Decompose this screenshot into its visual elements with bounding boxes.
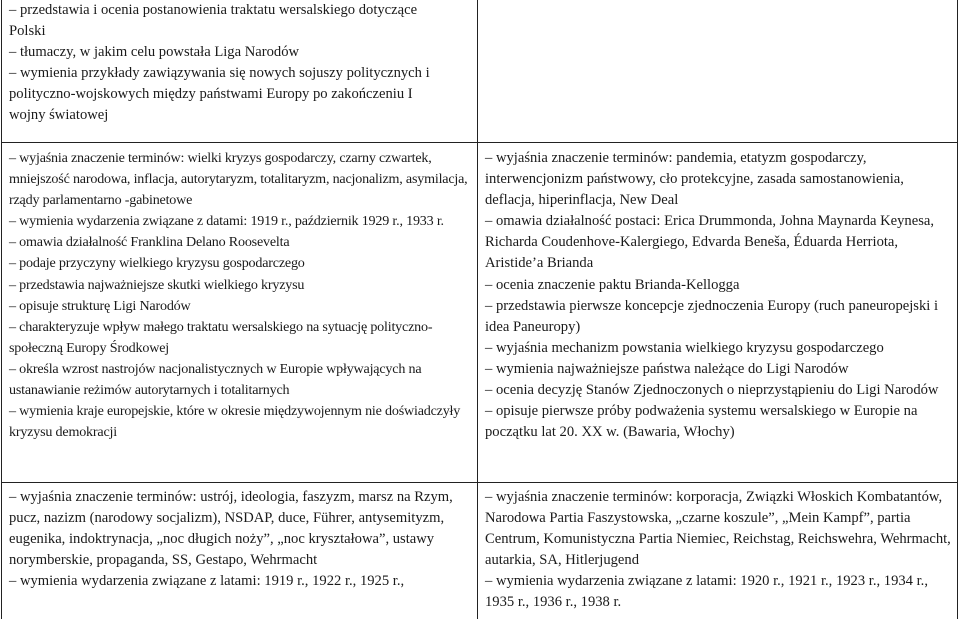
row2-left-item-1: – wyjaśnia znaczenie terminów: wielki kryzys gospodarczy, czarny czwartek, mniejszość narodowa, inflacja, autorytaryzm, totalitaryzm, nacjonalizm, asymilacja, rządy parlamentarno -gabinetowe [9, 150, 468, 209]
row2-left-item-9: – wymienia kraje europejskie, które w okresie międzywojennym nie doświadczyły kryzysu demokracji [9, 403, 461, 441]
row-divider-2 [1, 482, 958, 483]
row2-right-cell [478, 148, 956, 443]
row3-left-cell [2, 487, 475, 592]
row2-right-item-2: – omawia działalność postaci: Erica Drummonda, Johna Maynarda Keynesa, Richarda Coudenhove-Kalergiego, Edvarda Beneša, Éduarda Herriota, Aristide’a Brianda [485, 213, 935, 272]
row1-left-item-1: – przedstawia i ocenia postanowienia traktatu wersalskiego dotyczące Polski [9, 2, 418, 40]
row3-right-cell [478, 487, 956, 614]
row1-left-item-2: – tłumaczy, w jakim celu powstała Liga Narodów [9, 44, 300, 61]
row2-right-item-8: – opisuje pierwsze próby podważenia systemu wersalskiego w Europie na początku lat 20. XX w. (Bawaria, Włochy) [485, 403, 918, 441]
row2-right-item-6: – wymienia najważniejsze państwa należące do Ligi Narodów [485, 360, 849, 377]
row2-left-item-5: – przedstawia najważniejsze skutki wielkiego kryzysu [9, 276, 305, 293]
row2-right-item-3: – ocenia znaczenie paktu Brianda-Kellogga [485, 276, 740, 293]
table-border-right [957, 0, 958, 619]
row3-left-item-2: – wymienia wydarzenia związane z latami: 1919 r., 1922 r., 1925 r., [9, 573, 405, 590]
row2-left-cell [2, 148, 475, 443]
row2-left-item-3: – omawia działalność Franklina Delano Roosevelta [9, 234, 290, 251]
row1-left-item-3: – wymienia przykłady zawiązywania się nowych sojuszy politycznych i polityczno-wojskowych między państwami Europy po zakończeniu I wojny światowej [9, 65, 430, 124]
row-divider-1 [1, 142, 958, 143]
row2-left-item-7: – charakteryzuje wpływ małego traktatu wersalskiego na sytuację polityczno-społeczną Europy Środkowej [9, 318, 433, 356]
row2-left-item-6: – opisuje strukturę Ligi Narodów [9, 297, 191, 314]
row3-left-item-1: – wyjaśnia znaczenie terminów: ustrój, ideologia, faszyzm, marsz na Rzym, pucz, nazizm (narodowy socjalizm), NSDAP, duce, Führer, antysemityzm, eugenika, indoktrynacja, „noc długich noży”, „noc kryształowa”, ustawy norymberskie, propaganda, SS, Gestapo, Wehrmacht [9, 489, 453, 569]
row2-right-item-1: – wyjaśnia znaczenie terminów: pandemia, etatyzm gospodarczy, interwencjonizm państwowy, cło protekcyjne, zasada samostanowienia, deflacja, hiperinflacja, New Deal [485, 150, 904, 209]
row2-right-item-7: – ocenia decyzję Stanów Zjednoczonych o nieprzystąpieniu do Ligi Narodów [485, 382, 939, 399]
row2-left-item-8: – określa wzrost nastrojów nacjonalistycznych w Europie wpływających na ustanawianie reżimów autorytarnych i totalitarnych [9, 360, 422, 399]
row1-left-cell [2, 0, 442, 127]
row3-right-item-2: – wymienia wydarzenia związane z latami: 1920 r., 1921 r., 1923 r., 1934 r., 1935 r., 1936 r., 1938 r. [485, 573, 928, 611]
row2-right-item-4: – przedstawia pierwsze koncepcje zjednoczenia Europy (ruch paneuropejski i idea Paneuropy) [485, 297, 939, 335]
row2-left-item-2: – wymienia wydarzenia związane z datami: 1919 r., październik 1929 r., 1933 r. [9, 213, 444, 230]
row2-right-item-5: – wyjaśnia mechanizm powstania wielkiego kryzysu gospodarczego [485, 339, 884, 356]
row3-right-item-1: – wyjaśnia znaczenie terminów: korporacja, Związki Włoskich Kombatantów, Narodowa Partia Faszystowska, „czarne koszule”, „Mein Kampf”, partia Centrum, Komunistyczna Partia Niemiec, Reichstag, Reichswehra, Wehrmacht, autarkia, SA, Hitlerjugend [485, 489, 951, 569]
row2-left-item-4: – podaje przyczyny wielkiego kryzysu gospodarczego [9, 255, 305, 272]
